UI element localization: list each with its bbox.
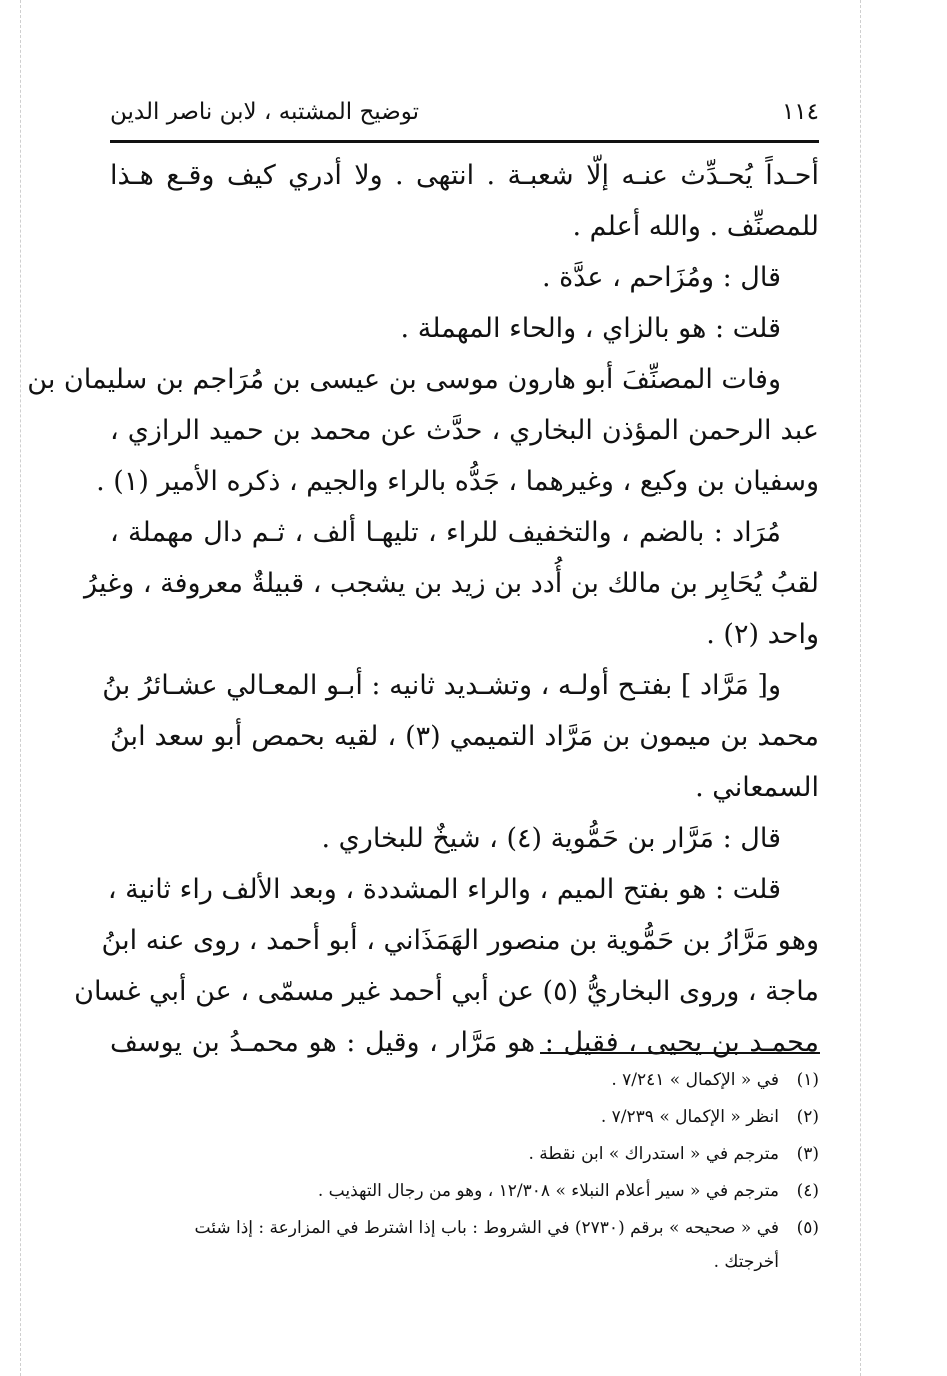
main-text xyxy=(27,150,819,1068)
page-header xyxy=(110,92,819,132)
text-line: مُرَاد : بالضم ، والتخفيف للراء ، تليهـا ألف ، ثـم دال مهملة ، xyxy=(110,517,781,548)
footnote xyxy=(150,1062,819,1099)
footnote-number: (٣) xyxy=(796,1144,819,1164)
text-line: قلت : هو بالزاي ، والحاء المهملة . xyxy=(400,313,781,344)
footnote-number: (١) xyxy=(796,1070,819,1090)
footnote-number: (٥) xyxy=(796,1218,819,1238)
text-line: قلت : هو بفتح الميم ، والراء المشددة ، وبعد الألف راء ثانية ، xyxy=(107,874,781,905)
scan-artifact-line xyxy=(860,0,861,1376)
footnotes xyxy=(150,1062,819,1277)
text-line: السمعاني . xyxy=(695,772,819,803)
text-line: وفات المصنِّفَ أبو هارون موسى بن عيسى بن مُرَاجم بن سليمان بن xyxy=(27,364,781,395)
text-line: لقبُ يُحَابِر بن مالك بن أُدد بن زيد بن يشجب ، قبيلةٌ معروفة ، وغيرُ xyxy=(84,568,819,599)
running-title: توضيح المشتبه ، لابن ناصر الدين xyxy=(110,99,420,125)
text-line: أحـداً يُحـدِّث عنـه إلّا شعبـة . انتهى . ولا أدري كيف وقـع هـذا xyxy=(110,160,819,191)
footnote-number: (٢) xyxy=(796,1107,819,1127)
text-line: للمصنِّف . والله أعلم . xyxy=(572,211,819,242)
footnote-text: انظر « الإكمال » ٧/٢٣٩ . xyxy=(600,1107,779,1127)
page-number: ١١٤ xyxy=(781,99,819,125)
text-line: ماجة ، وروى البخاريُّ (٥) عن أبي أحمد غير مسمّى ، عن أبي غسان xyxy=(74,976,819,1007)
scan-artifact-line xyxy=(20,0,21,1376)
text-line: محمـد بن يحيى ، فقيل : هو مَرَّار ، وقيل : هو محمـدُ بن يوسف xyxy=(110,1027,819,1058)
footnote-number: (٤) xyxy=(796,1181,819,1201)
text-line: واحد (٢) . xyxy=(706,619,819,650)
text-line: وهو مَرَّارُ بن حَمُّوية بن منصور الهَمَذَاني ، أبو أحمد ، روى عنه ابنُ xyxy=(101,925,819,956)
footnote xyxy=(150,1099,819,1136)
footnote xyxy=(150,1210,819,1247)
footnote-text: مترجم في « سير أعلام النبلاء » ١٢/٣٠٨ ، وهو من رجال التهذيب . xyxy=(317,1181,779,1201)
text-line: قال : ومُزَاحم ، عدَّة . xyxy=(541,262,781,293)
footnote-separator xyxy=(540,1052,820,1054)
header-rule xyxy=(110,140,819,143)
footnote xyxy=(150,1136,819,1173)
footnote-continuation: أخرجتك . xyxy=(713,1252,779,1272)
footnote xyxy=(150,1173,819,1210)
text-line: وسفيان بن وكيع ، وغيرهما ، جَدُّه بالراء والجيم ، ذكره الأمير (١) . xyxy=(96,466,819,497)
text-line: محمد بن ميمون بن مَرَّاد التميمي (٣) ، لقيه بحمص أبو سعد ابنُ xyxy=(110,721,819,752)
text-line: و[ مَرَّاد ] بفتـح أولـه ، وتشـديد ثانيه : أبـو المعـالي عشـائرُ بنُ xyxy=(102,670,781,701)
text-line: قال : مَرَّار بن حَمُّوية (٤) ، شيخٌ للبخاري . xyxy=(321,823,781,854)
footnote-text: مترجم في « استدراك » ابن نقطة . xyxy=(528,1144,779,1164)
text-line: عبد الرحمن المؤذن البخاري ، حدَّث عن محمد بن حميد الرازي ، xyxy=(110,415,819,446)
footnote-text: في « الإكمال » ٧/٢٤١ . xyxy=(611,1070,779,1090)
footnote-text: في « صحيحه » برقم (٢٧٣٠) في الشروط : باب إذا اشترط في المزارعة : إذا شئت xyxy=(194,1218,779,1238)
